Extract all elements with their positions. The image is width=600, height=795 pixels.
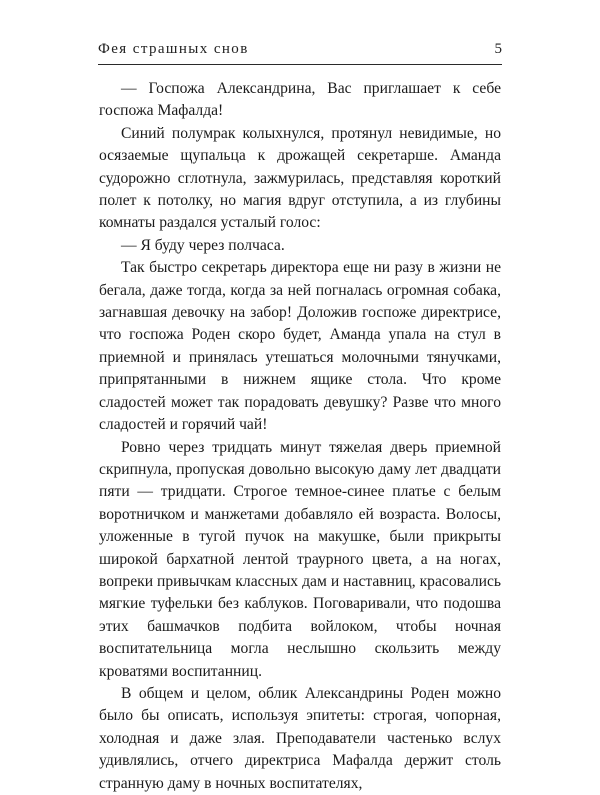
header-divider [98, 64, 502, 65]
paragraph: — Госпожа Александрина, Вас приглашает к себе госпожа Мафалда! [99, 80, 501, 120]
page-body [99, 78, 501, 795]
paragraph: Синий полумрак колыхнулся, протянул невидимые, но осязаемые щупальца к дрожащей секретарше. Аманда судорожно сглотнула, зажмурилась, представляя короткий полет к потолку, но магия вдруг отступила, а из глубины комнаты раздался усталый голос: [99, 124, 501, 232]
running-header [98, 34, 502, 58]
paragraph: Ровно через тридцать минут тяжелая дверь приемной скрипнула, пропуская довольно высокую даму лет двадцати пяти — тридцати. Строгое темное-синее платье с белым воротничком и манжетами добавляло ей возраста. Волосы, уложенные в тугой пучок на макушке, были прикрыты широкой бархатной лентой траурного цвета, а на ногах, вопреки привычкам классных дам и наставниц, красовались мягкие туфельки без каблуков. Поговаривали, что подошва этих башмачков подбита войлоком, чтобы ночная воспитательница могла неслышно скользить между кроватями воспитанниц. [99, 438, 501, 680]
paragraph: В общем и целом, облик Александрины Роден можно было бы описать, используя эпитеты: строгая, чопорная, холодная и даже злая. Преподаватели частенько вслух удивлялись, отчего директриса Мафалда держит столь странную даму в ночных воспитателях, [99, 684, 501, 792]
page-number: 5 [494, 41, 502, 57]
book-title: Фея страшных снов [98, 41, 249, 57]
paragraph: — Я буду через полчаса. [121, 236, 285, 254]
paragraph: Так быстро секретарь директора еще ни разу в жизни не бегала, даже тогда, когда за ней погналась огромная собака, загнавшая девочку на забор! Доложив госпоже директрисе, что госпожа Роден скоро будет, Аманда упала на стул в приемной и принялась утешаться молочными тянучками, припрятанными в нижнем ящике стола. Что кроме сладостей может так порадовать девушку? Разве что много сладостей и горячий чай! [99, 259, 501, 434]
